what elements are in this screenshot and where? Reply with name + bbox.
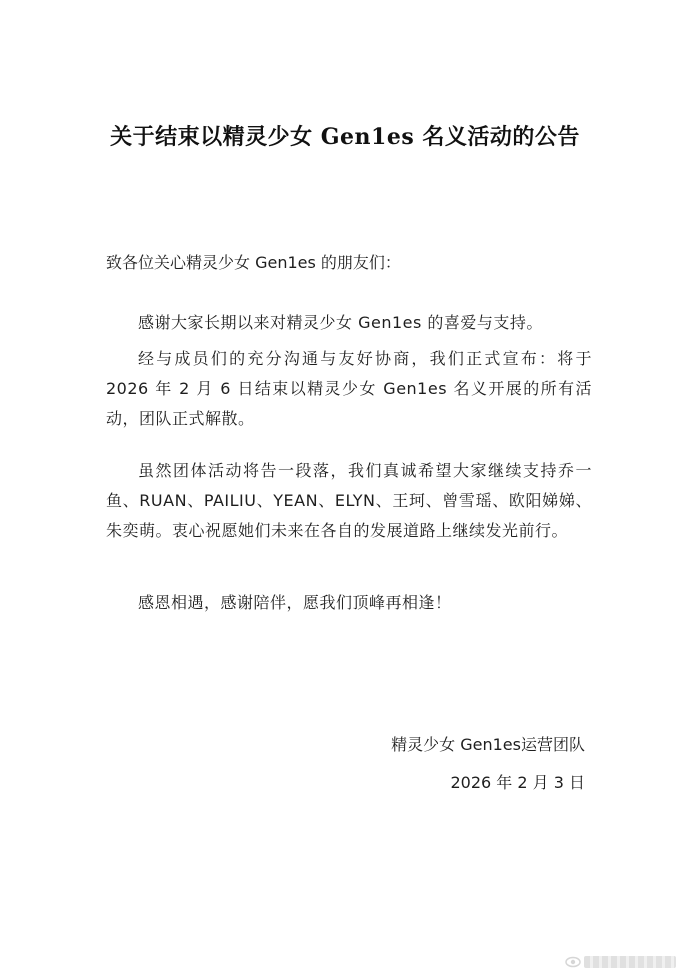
paragraph-member-support: 虽然团体活动将告一段落，我们真诚希望大家继续支持乔一鱼、RUAN、PAILIU、YEAN、ELYN、王珂、曾雪瑶、欧阳娣娣、朱奕萌。衷心祝愿她们未来在各自的发展道路上继续发光前行。 bbox=[106, 461, 592, 540]
document-title: 关于结束以精灵少女 Gen1es 名义活动的公告 bbox=[110, 124, 580, 150]
paragraph-farewell: 感恩相遇，感谢陪伴，愿我们顶峰再相逢！ bbox=[138, 593, 452, 612]
paragraph-thanks: 感谢大家长期以来对精灵少女 Gen1es 的喜爱与支持。 bbox=[138, 313, 543, 332]
paragraph-disband-notice: 经与成员们的充分沟通与友好协商，我们正式宣布：将于 2026 年 2 月 6 日结束以精灵少女 Gen1es 名义开展的所有活动，团队正式解散。 bbox=[106, 349, 592, 428]
issue-date: 2026 年 2 月 3 日 bbox=[450, 773, 585, 792]
watermark bbox=[565, 956, 676, 968]
weibo-eye-icon bbox=[565, 956, 581, 968]
salutation: 致各位关心精灵少女 Gen1es 的朋友们： bbox=[106, 253, 401, 272]
watermark-handle-mark bbox=[584, 956, 676, 968]
signature: 精灵少女 Gen1es运营团队 bbox=[391, 735, 585, 754]
